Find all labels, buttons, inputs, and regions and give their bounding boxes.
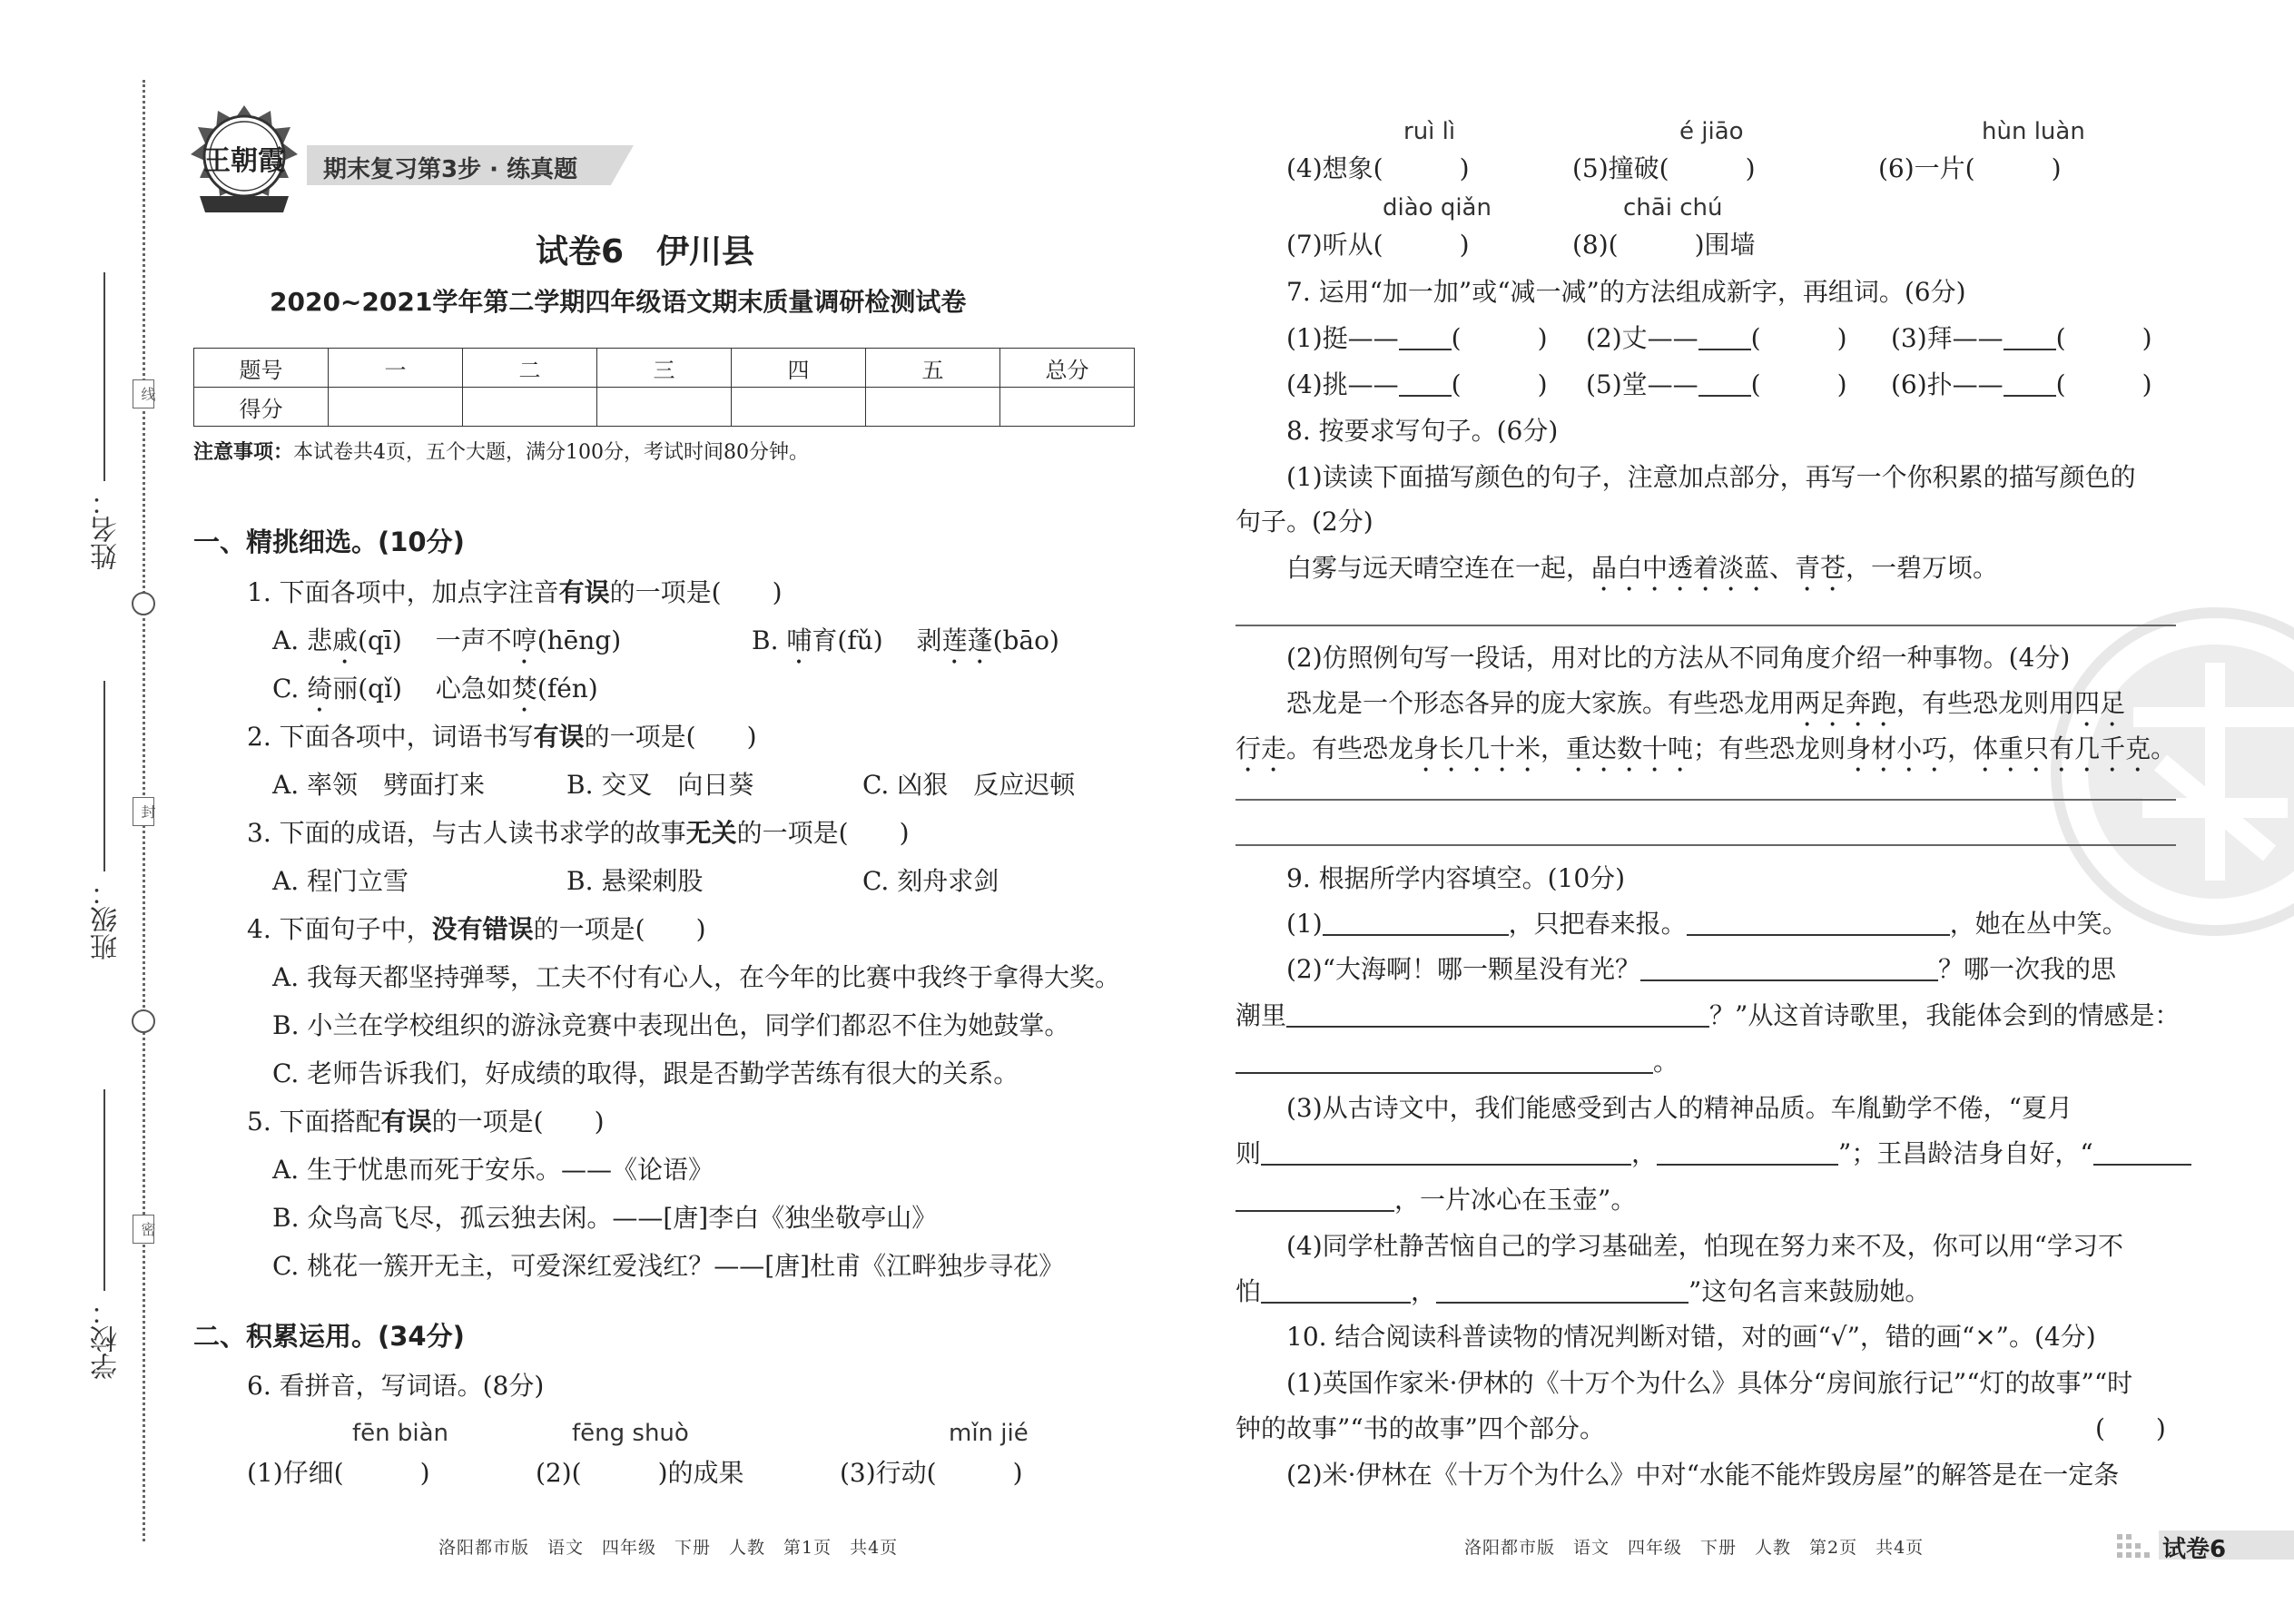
q5-stem (247, 1107, 605, 1137)
q4-option-a[interactable]: A. 我每天都坚持弹琴，工夫不付有心人，在今年的比赛中我终于拿得大奖。 (272, 962, 1121, 992)
score-cell: 四 (732, 349, 866, 388)
q3-option-a[interactable]: A. 程门立雪 (272, 866, 409, 896)
q1-a-dotted: 戚 (332, 625, 359, 655)
q9-stem: 9. 根据所学内容填空。(10分) (1286, 863, 1626, 893)
pinyin: hùn luàn (1982, 118, 2085, 145)
q3-stem (247, 818, 910, 849)
q9-text: ？”从这首诗歌里，我能体会到的情感是： (1709, 1000, 2181, 1030)
q7-item-2[interactable]: (2)丈—— ( ) (1586, 323, 1847, 353)
q9-text: 。 (1653, 1047, 1679, 1077)
example-text: ；有些恐龙则 (1693, 733, 1846, 763)
score-input[interactable] (463, 388, 597, 427)
example-text: 。有些恐龙 (1286, 733, 1414, 763)
pinyin: mǐn jié (949, 1420, 1029, 1447)
q2-option-b[interactable]: B. 交叉 向日葵 (566, 770, 754, 800)
step-banner-text: 期末复习第3步 · 练真题 (323, 156, 578, 183)
q6-item-5[interactable]: (5)撞破( ) (1572, 153, 1756, 183)
q9-text: ”这句名言来鼓励她。 (1689, 1276, 1931, 1306)
name-label: 姓名： (91, 488, 123, 570)
q8-p1-line2: 句子。(2分) (1236, 507, 1373, 536)
section-1-title: 一、精挑细选。(10分) (193, 527, 465, 557)
q9-line-3 (1236, 1000, 2180, 1031)
q1-option-c[interactable] (272, 674, 598, 718)
q9-line-8: (4)同学杜静苦恼自己的学习基础差，怕现在努力来不及，你可以用“学习不 (1286, 1231, 2123, 1261)
q1-c-dotted: 绮 (307, 674, 333, 704)
blank[interactable] (1657, 1140, 1838, 1166)
q7-item-label: (2)丈—— (1586, 323, 1698, 353)
score-cell: 总分 (1000, 349, 1135, 388)
name-field[interactable] (103, 272, 105, 481)
section-2-title: 二、积累运用。(34分) (193, 1321, 465, 1352)
q9-text: (2)“大海啊！哪一颗星没有光？ (1286, 954, 1640, 984)
score-cell: 五 (866, 349, 1000, 388)
q6-item-7[interactable]: (7)听从( ) (1286, 230, 1470, 260)
q4-stem (247, 914, 706, 945)
example-dotted: 四足 (2074, 688, 2126, 718)
q7-item-1[interactable]: (1)挺—— ( ) (1286, 323, 1548, 353)
q10-line-1: (1)英国作家米·伊林的《十万个为什么》具体分“房间旅行记”“灯的故事”“时 (1286, 1368, 2133, 1398)
blank[interactable] (1261, 1140, 1631, 1166)
score-input[interactable] (1000, 388, 1135, 427)
q1-a-part: (qī) 一声不 (358, 625, 512, 655)
blank[interactable] (1436, 1278, 1689, 1304)
binding-hole-2 (132, 1009, 155, 1033)
q9-text: ， (1631, 1138, 1658, 1168)
q9-text: ，她在丛中笑。 (1949, 909, 2128, 939)
binding-hole-1 (132, 592, 155, 615)
q9-line-2 (1286, 954, 2116, 985)
q9-text: 则 (1236, 1138, 1262, 1168)
blank[interactable] (1261, 1278, 1411, 1304)
q3-stem-text: 3. 下面的成语，与古人读书求学的故事 (247, 818, 686, 848)
q1-b-part: (bāo) (992, 625, 1059, 655)
q9-text: (1) (1286, 909, 1323, 939)
example-dotted: 身材小巧，体重只有几千克 (1846, 733, 2151, 763)
q9-text: ，一片冰心在玉壶”。 (1394, 1185, 1637, 1215)
example-text: ，有些恐龙则用 (1896, 688, 2075, 718)
score-cell: 得分 (194, 388, 329, 427)
q9-line-6 (1236, 1138, 2191, 1169)
pinyin: fēng shuò (572, 1420, 689, 1447)
q9-line-5: (3)从古诗文中，我们能感受到古人的精神品质。车胤勤学不倦，“夏月 (1286, 1093, 2072, 1123)
example-text: 。 (2151, 733, 2177, 763)
seal-mark-feng: 封 (133, 797, 154, 826)
example-dotted: 身长几十米，重达数十吨 (1413, 733, 1694, 763)
pinyin: chāi chú (1623, 194, 1723, 221)
q1-a-part: A. 悲 (272, 625, 333, 655)
q1-a-part: (hēng) (537, 625, 622, 655)
footer-pattern (2117, 1534, 2153, 1558)
q8-p2-example-2 (1236, 733, 2176, 778)
score-input[interactable] (597, 388, 732, 427)
blank[interactable] (1687, 910, 1950, 936)
q7-item-label: (4)挑—— (1286, 369, 1399, 399)
notice-text: 本试卷共4页，五个大题，满分100分，考试时间80分钟。 (293, 441, 809, 464)
example-text: 白雾与远天晴空连在一起， (1286, 553, 1592, 583)
answer-line[interactable] (1236, 799, 2176, 801)
q5-stem-text: 5. 下面搭配 (247, 1107, 381, 1137)
q6-item-8[interactable]: (8)( )围墙 (1572, 230, 1756, 260)
q1-stem-end: 的一项是( ) (609, 577, 783, 607)
example-text: ，一碧万顷。 (1846, 553, 1999, 583)
q9-line-4 (1236, 1047, 1679, 1078)
q1-b-dotted: 哺 (786, 625, 812, 655)
q7-item-5[interactable]: (5)堂—— ( ) (1586, 369, 1847, 399)
q8-stem: 8. 按要求写句子。(6分) (1286, 416, 1559, 446)
score-input[interactable] (329, 388, 463, 427)
score-table (193, 348, 1135, 427)
q4-option-c[interactable]: C. 老师告诉我们，好成绩的取得，跟是否勤学苦练有很大的关系。 (272, 1058, 1019, 1088)
q9-text: ，只把春来报。 (1508, 909, 1687, 939)
footer-right: 洛阳都市版 语文 四年级 下册 人教 第2页 共4页 (1464, 1538, 1925, 1558)
school-field[interactable] (103, 1089, 105, 1291)
q7-stem: 7. 运用“加一加”或“减一减”的方法组成新字，再组词。(6分) (1286, 277, 1966, 307)
q1-b-part: B. (752, 625, 787, 655)
q6-item-4[interactable]: (4)想象( ) (1286, 153, 1470, 183)
q4-stem-end: 的一项是( ) (533, 914, 706, 944)
q3-stem-end: 的一项是( ) (736, 818, 910, 848)
score-cell: 二 (463, 349, 597, 388)
q5-stem-end: 的一项是( ) (431, 1107, 605, 1137)
q2-option-a[interactable]: A. 率领 劈面打来 (272, 770, 486, 800)
example-text: 恐龙是一个形态各异的庞大家族。有些恐龙用 (1286, 688, 1796, 718)
q8-p2-line1: (2)仿照例句写一段话，用对比的方法从不同角度介绍一种事物。(4分) (1286, 643, 2071, 673)
logo-text: 王朝霞 (203, 145, 285, 177)
class-label: 班级： (91, 879, 123, 960)
score-cell: 题号 (194, 349, 329, 388)
q2-stem-end: 的一项是( ) (584, 722, 757, 752)
q1-b-dotted: 莲蓬 (941, 625, 993, 655)
q10-line-3: (2)米·伊林在《十万个为什么》中对“水能不能炸毁房屋”的解答是在一定条 (1286, 1460, 2120, 1490)
q9-text: ”；王昌龄洁身自好，“ (1838, 1138, 2093, 1168)
q1-a-dotted: 哼 (511, 625, 537, 655)
pinyin: ruì lì (1403, 118, 1456, 145)
brand-logo (182, 102, 307, 221)
q1-stem-text: 1. 下面各项中，加点字注音 (247, 577, 559, 607)
q5-option-c[interactable]: C. 桃花一簇开无主，可爱深红爱浅红？——[唐]杜甫《江畔独步寻花》 (272, 1251, 1065, 1281)
q6-item-1[interactable]: (1)仔细( ) (247, 1458, 430, 1488)
notice (193, 437, 809, 468)
q6-item-3[interactable]: (3)行动( ) (840, 1458, 1023, 1488)
pinyin: é jiāo (1679, 118, 1744, 145)
paper-title: 试卷6 伊川县 (536, 233, 755, 271)
q1-b-part: 育(fǔ) 剥 (812, 625, 942, 655)
blank[interactable] (1236, 1048, 1653, 1074)
q6-stem: 6. 看拼音，写词语。(8分) (247, 1371, 545, 1401)
class-field[interactable] (103, 681, 105, 871)
q1-stem (247, 577, 783, 608)
blank[interactable] (1640, 956, 1938, 981)
q8-p1-line1: (1)读读下面描写颜色的句子，注意加点部分，再写一个你积累的描写颜色的 (1286, 462, 2136, 492)
q9-text: 潮里 (1236, 1000, 1287, 1030)
score-input[interactable] (866, 388, 1000, 427)
blank[interactable] (1286, 1002, 1709, 1028)
pinyin: fēn biàn (352, 1420, 449, 1447)
q5-option-a[interactable]: A. 生于忧患而死于安乐。——《论语》 (272, 1155, 714, 1185)
paper-subtitle: 2020~2021学年第二学期四年级语文期末质量调研检测试卷 (270, 287, 967, 317)
score-cell: 三 (597, 349, 732, 388)
q10-answer-1[interactable]: ( ) (2095, 1413, 2166, 1443)
footer-left: 洛阳都市版 语文 四年级 下册 人教 第1页 共4页 (438, 1538, 899, 1558)
q10-line-2: 钟的故事”“书的故事”四个部分。 (1236, 1413, 1605, 1443)
q4-stem-emph: 没有错误 (431, 914, 534, 944)
q3-option-c[interactable]: C. 刻舟求剑 (862, 866, 999, 896)
q9-line-1 (1286, 909, 2128, 940)
notice-label: 注意事项： (193, 440, 294, 464)
score-input[interactable] (732, 388, 866, 427)
seal-mark-xian: 线 (133, 379, 154, 408)
q2-stem-text: 2. 下面各项中，词语书写 (247, 722, 534, 752)
q1-c-part: (fén) (537, 674, 598, 704)
q9-text: ， (1411, 1276, 1437, 1306)
q9-text: 怕 (1236, 1276, 1262, 1306)
score-cell: 一 (329, 349, 463, 388)
q4-option-b[interactable]: B. 小兰在学校组织的游泳竞赛中表现出色，同学们都忍不住为她鼓掌。 (272, 1010, 1070, 1040)
q7-item-3[interactable]: (3)拜—— ( ) (1891, 323, 2152, 353)
answer-line[interactable] (1236, 844, 2176, 846)
q3-option-b[interactable]: B. 悬梁刺股 (566, 866, 704, 896)
q8-p2-example-1 (1286, 688, 2125, 733)
q9-line-7 (1236, 1185, 1636, 1216)
example-dotted: 两足奔跑 (1795, 688, 1897, 718)
q6-item-6[interactable]: (6)一片( ) (1878, 153, 2062, 183)
q2-stem-emph: 有误 (533, 722, 585, 752)
q7-item-4[interactable]: (4)挑—— ( ) (1286, 369, 1548, 399)
q9-text: ？哪一次我的思 (1937, 954, 2116, 984)
blank[interactable] (2093, 1140, 2191, 1166)
q3-stem-emph: 无关 (685, 818, 737, 848)
q2-option-c[interactable]: C. 凶狠 反应迟顿 (862, 770, 1076, 800)
q1-c-dotted: 焚 (511, 674, 537, 704)
q5-option-b[interactable]: B. 众鸟高飞尽，孤云独去闲。——[唐]李白《独坐敬亭山》 (272, 1203, 938, 1233)
example-dotted: 行走 (1236, 733, 1287, 763)
q2-stem (247, 722, 757, 753)
q1-c-part: C. (272, 674, 308, 704)
blank[interactable] (1323, 910, 1509, 936)
q10-stem: 10. 结合阅读科普读物的情况判断对错，对的画“√”，错的画“×”。(4分) (1286, 1322, 2096, 1352)
q4-stem-text: 4. 下面句子中， (247, 914, 432, 944)
q1-option-a[interactable] (272, 625, 621, 670)
q7-item-6[interactable]: (6)扑—— ( ) (1891, 369, 2152, 399)
q1-option-b[interactable] (752, 625, 1059, 670)
q5-stem-emph: 有误 (380, 1107, 432, 1137)
q1-stem-emph: 有误 (558, 577, 610, 607)
q7-item-label: (5)堂—— (1586, 369, 1698, 399)
q7-item-label: (3)拜—— (1891, 323, 2004, 353)
q8-p1-example (1286, 553, 1998, 597)
q7-item-label: (6)扑—— (1891, 369, 2004, 399)
pinyin: diào qiǎn (1383, 194, 1492, 221)
blank[interactable] (1236, 1186, 1394, 1212)
q9-line-9 (1236, 1276, 1930, 1307)
q7-item-label: (1)挺—— (1286, 323, 1399, 353)
answer-line[interactable] (1236, 625, 2176, 626)
score-table-header-row (194, 349, 1135, 388)
footer-tab: 试卷6 (2162, 1536, 2227, 1563)
school-label: 学校： (91, 1298, 123, 1380)
example-dotted: 晶白中透着淡蓝、青苍 (1591, 553, 1846, 583)
score-table-score-row (194, 388, 1135, 427)
q6-item-2[interactable]: (2)( )的成果 (536, 1458, 744, 1488)
seal-mark-mi: 密 (133, 1215, 154, 1244)
q1-c-part: 丽(qǐ) 心急如 (332, 674, 512, 704)
